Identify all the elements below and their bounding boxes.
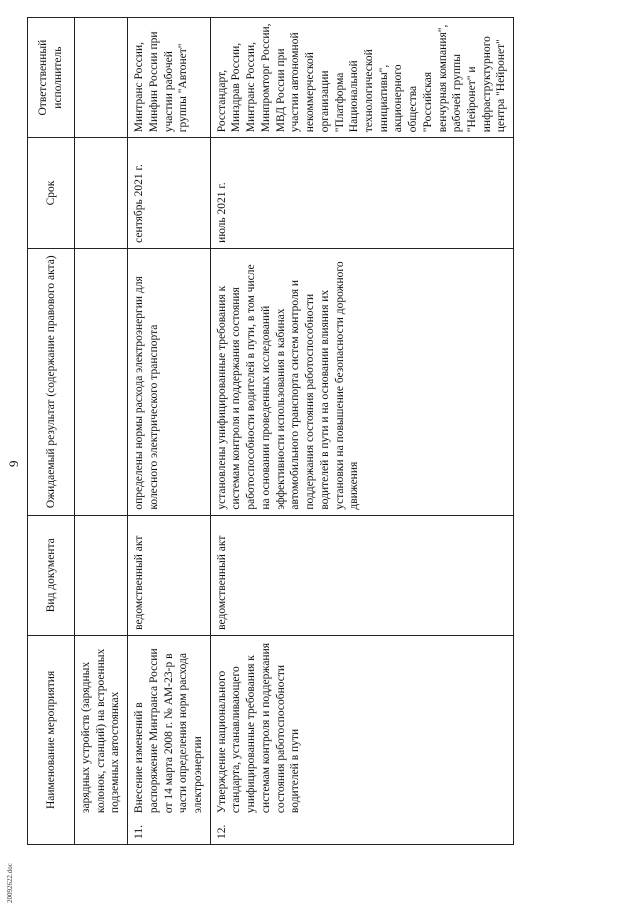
row-doc-type: ведомственный акт xyxy=(128,515,211,635)
table-row xyxy=(75,18,128,845)
header-responsible: Ответственный исполнитель xyxy=(28,18,75,138)
measures-table xyxy=(27,17,514,845)
row-responsible: Росстандарт, Минздрав России, Минтранс России, Минпромторг России, МВД России при участии автономной некоммерческой организации "Платформа Национальной технологической инициативы", акционерного общества "Российская венчурная компания", рабочей группы "Нейронет" и инфраструктурного центра "Нейронет" xyxy=(210,18,513,138)
row-responsible: Минтранс России, Минфин России при участии рабочей группы "Автонет" xyxy=(128,18,211,138)
page-number: 9 xyxy=(6,460,21,467)
row-number: 12. xyxy=(210,818,513,844)
row-result: определены нормы расхода электроэнергии для колесного электрического транспорта xyxy=(128,248,211,515)
footer-filename: 20092622.doc xyxy=(6,863,14,903)
header-name: Наименование мероприятия xyxy=(28,635,75,844)
row-responsible xyxy=(75,18,128,138)
row-number xyxy=(75,818,128,844)
row-doc-type: ведомственный акт xyxy=(210,515,513,635)
row-doc-type xyxy=(75,515,128,635)
table-header-row xyxy=(28,18,75,845)
table-row xyxy=(128,18,211,845)
table-row xyxy=(210,18,513,845)
row-name: Утверждение национального стандарта, устанавливающего унифицированные требования к системам контроля и поддержания состояния работоспособности водителей в пути xyxy=(210,635,513,818)
row-deadline: июль 2021 г. xyxy=(210,138,513,249)
row-number: 11. xyxy=(128,818,211,844)
row-result xyxy=(75,248,128,515)
header-result: Ожидаемый результат (содержание правового акта) xyxy=(28,248,75,515)
row-deadline xyxy=(75,138,128,249)
header-deadline: Срок xyxy=(28,138,75,249)
row-result: установлены унифицированные требования к системам контроля и поддержания состояния работоспособности водителей в пути, в том числе на основании проведенных исследований эффективности использования в кабинах автомобильного транспорта систем контроля и поддержания состояния работоспособности водителей в пути и на основании влияния их установки на повышение безопасности дорожного движения xyxy=(210,248,513,515)
row-name: зарядных устройств (зарядных колонок, станций) на встроенных подземных автостоянках xyxy=(75,635,128,818)
header-doc-type: Вид документа xyxy=(28,515,75,635)
row-name: Внесение изменений в распоряжение Минтранса России от 14 марта 2008 г. № АМ-23-р в части определения норм расхода электроэнергии xyxy=(128,635,211,818)
row-deadline: сентябрь 2021 г. xyxy=(128,138,211,249)
